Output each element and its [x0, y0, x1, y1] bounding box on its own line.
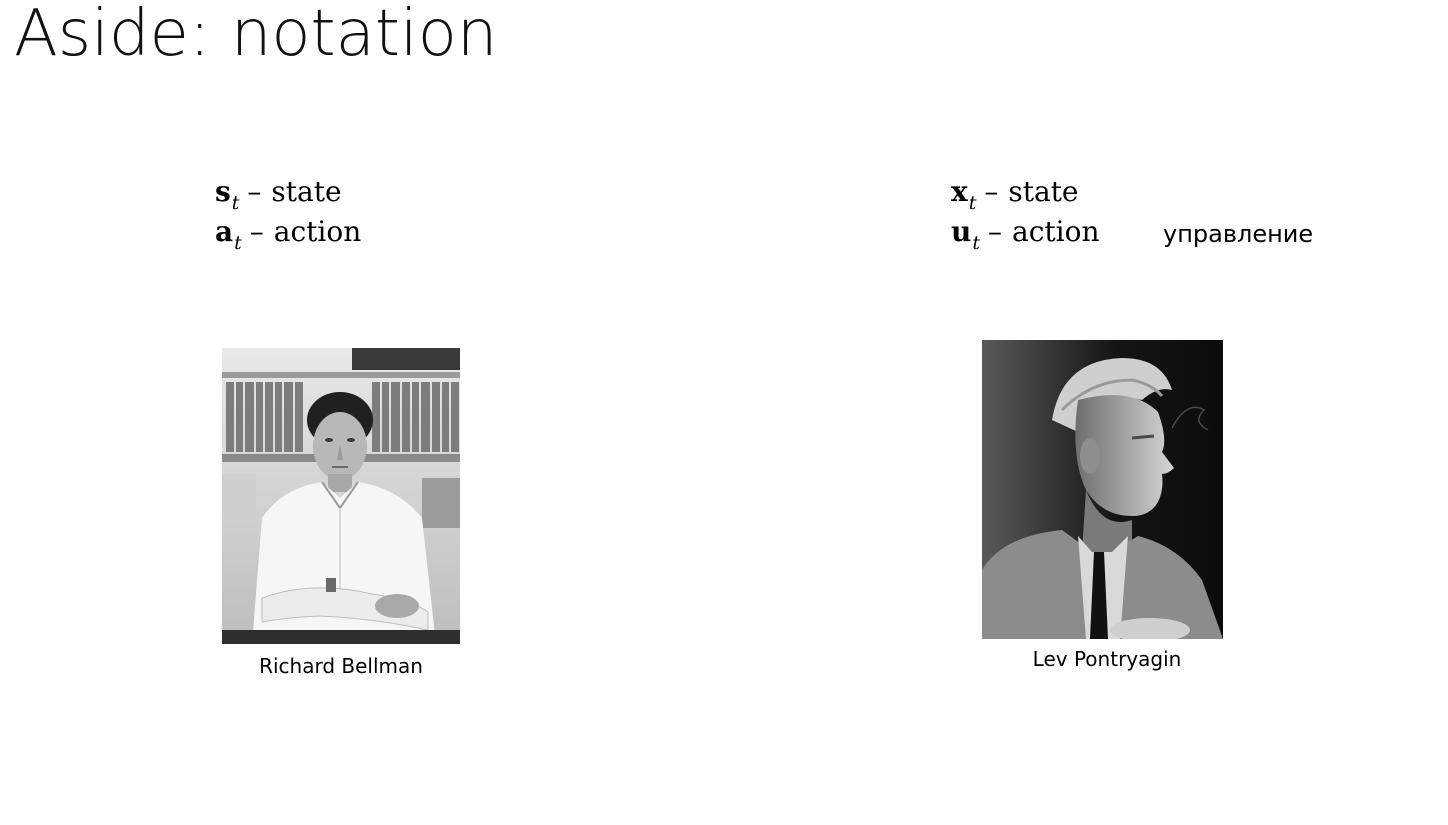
- pontryagin-photo: [982, 340, 1223, 639]
- notation-state-line: [951, 172, 1099, 212]
- action-subscript: t: [234, 232, 242, 254]
- action-symbol: a: [215, 215, 234, 248]
- state-symbol: s: [215, 175, 231, 208]
- pontryagin-caption: Lev Pontryagin: [1032, 647, 1182, 671]
- action-meaning: action: [1012, 215, 1100, 248]
- notation-control: [951, 172, 1099, 252]
- notation-rl: [215, 172, 361, 252]
- action-meaning: action: [273, 215, 362, 248]
- state-subscript: t: [968, 192, 977, 214]
- slide-title: Aside: notation: [14, 0, 498, 71]
- dash: –: [249, 215, 264, 248]
- action-subscript: t: [972, 232, 980, 254]
- bellman-photo: [222, 348, 460, 644]
- dash: –: [984, 175, 999, 208]
- state-subscript: t: [231, 192, 240, 214]
- russian-translation: управление: [1163, 220, 1314, 248]
- notation-action-line: [951, 212, 1099, 252]
- state-meaning: state: [1008, 175, 1079, 208]
- pontryagin-portrait-graphic: [982, 340, 1223, 639]
- bellman-caption: Richard Bellman: [259, 654, 423, 678]
- notation-state-line: [215, 172, 361, 212]
- dash: –: [988, 215, 1002, 248]
- dash: –: [247, 175, 262, 208]
- state-meaning: state: [271, 175, 342, 208]
- state-symbol: x: [951, 175, 968, 208]
- bellman-portrait-graphic: [222, 348, 460, 644]
- action-symbol: u: [951, 215, 972, 248]
- notation-action-line: [215, 212, 361, 252]
